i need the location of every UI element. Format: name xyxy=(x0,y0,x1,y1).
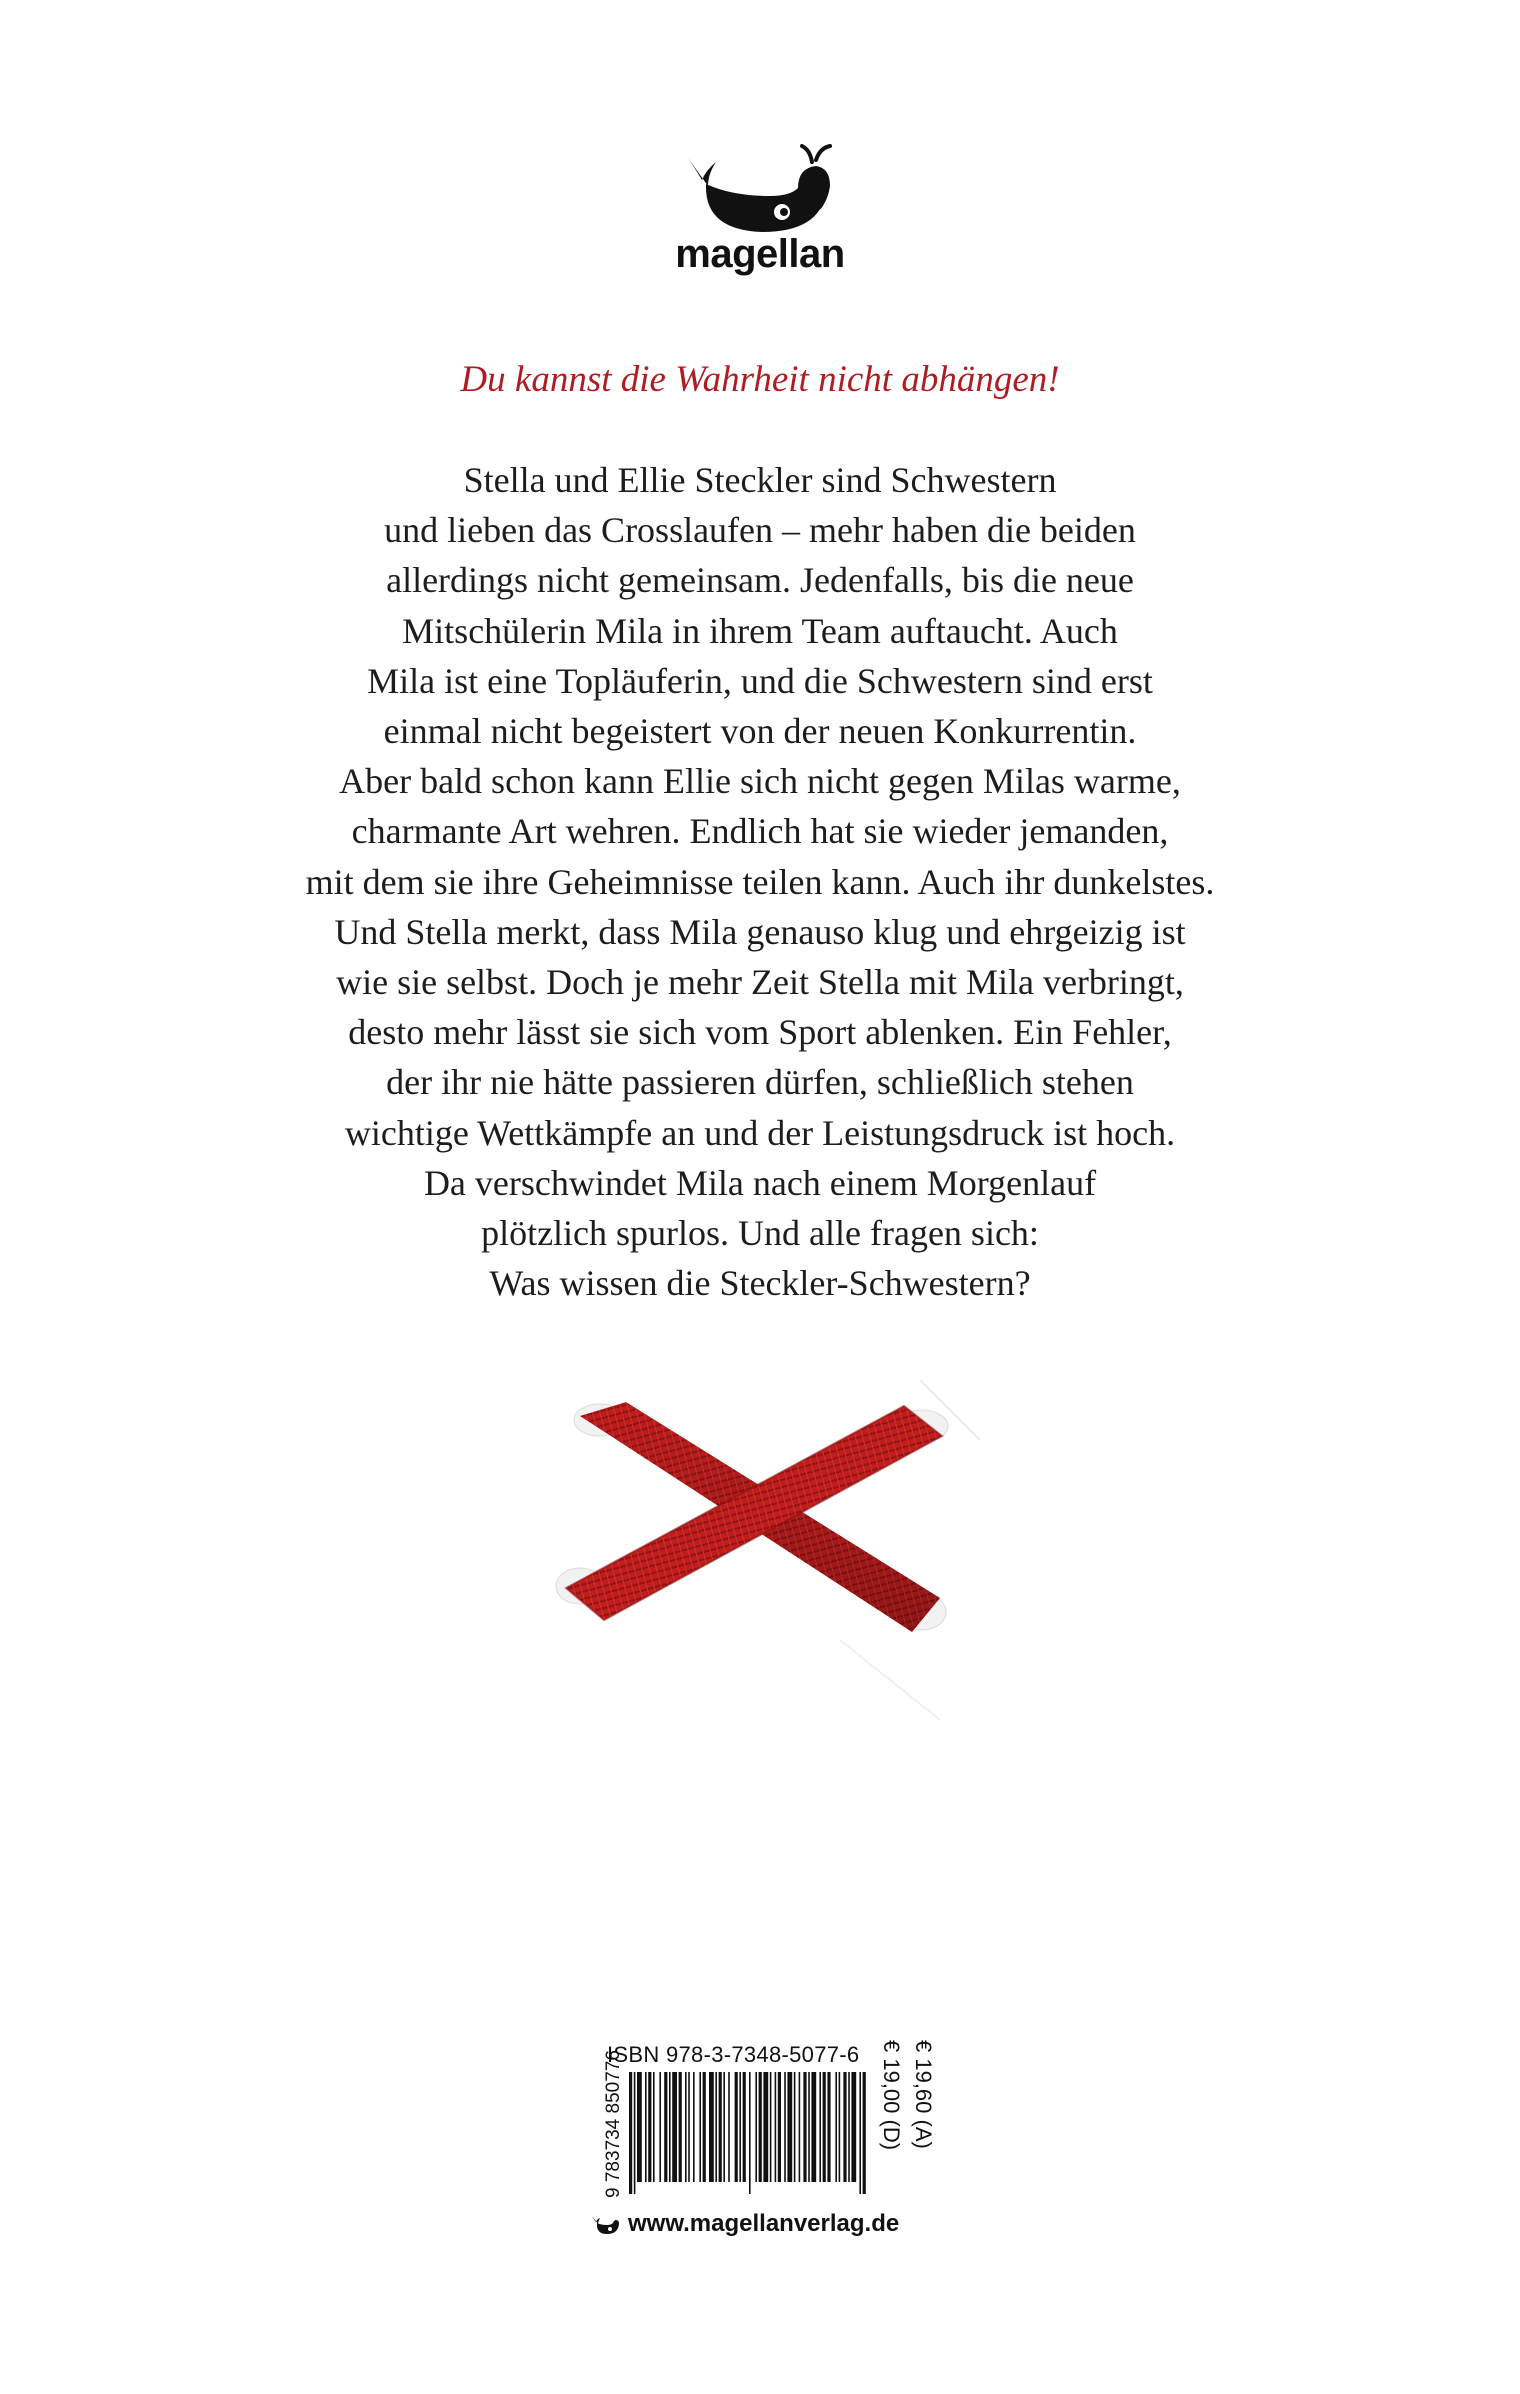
barcode-digits xyxy=(603,2050,627,2198)
blurb-line: mit dem sie ihre Geheimnisse teilen kann. Auch ihr dunkelstes. xyxy=(305,861,1215,902)
publisher-logo-text: magellan xyxy=(675,232,845,276)
blurb-line: Mila ist eine Topläuferin, und die Schwestern sind erst xyxy=(367,660,1153,701)
blurb-line: Und Stella merkt, dass Mila genauso klug und ehrgeizig ist xyxy=(334,911,1186,952)
blurb-line: charmante Art wehren. Endlich hat sie wieder jemanden, xyxy=(351,811,1169,852)
blurb-line: wie sie selbst. Doch je mehr Zeit Stella mit Mila verbringt, xyxy=(336,962,1184,1003)
blurb-line: Stella und Ellie Steckler sind Schwestern xyxy=(463,460,1057,500)
blurb-text xyxy=(100,455,1420,1308)
blurb-line: Was wissen die Steckler-Schwestern? xyxy=(489,1263,1031,1304)
blurb-line: Aber bald schon kann Ellie sich nicht gegen Milas warme, xyxy=(339,761,1181,802)
blurb-line: allerdings nicht gemeinsam. Jedenfalls, bis die neue xyxy=(386,560,1134,601)
blurb-line: plötzlich spurlos. Und alle fragen sich: xyxy=(481,1213,1039,1254)
isbn-label: ISBN 978-3-7348-5077-6 xyxy=(607,2042,860,2067)
blurb-line: einmal nicht begeistert von der neuen Konkurrentin. xyxy=(383,711,1137,752)
tagline: Du kannst die Wahrheit nicht abhängen! xyxy=(460,359,1060,400)
whale-icon xyxy=(670,140,850,240)
barcode-number: 9 783734 850776 xyxy=(603,2050,624,2198)
footer xyxy=(590,2210,950,2240)
blurb-line: wichtige Wettkämpfe an und der Leistungsdruck ist hoch. xyxy=(344,1112,1176,1153)
price-austria xyxy=(911,2040,960,2180)
price-austria-text: € 19,60 (A) xyxy=(911,2040,936,2149)
blurb-line: Da verschwindet Mila nach einem Morgenlauf xyxy=(423,1162,1097,1203)
blurb-line: desto mehr lässt sie sich vom Sport ablenken. Ein Fehler, xyxy=(348,1012,1172,1053)
publisher-logo xyxy=(640,140,880,290)
blurb-line: der ihr nie hätte passieren dürfen, schließlich stehen xyxy=(386,1062,1134,1103)
blurb-line: und lieben das Crosslaufen – mehr haben die beiden xyxy=(384,510,1136,551)
barcode xyxy=(607,2072,869,2194)
whale-icon xyxy=(590,2212,622,2236)
price-germany-text: € 19,00 (D) xyxy=(879,2040,904,2151)
shoelace-cross-illustration xyxy=(540,1380,980,1740)
website-link[interactable]: www.magellanverlag.de xyxy=(628,2210,900,2237)
blurb-line: Mitschülerin Mila in ihrem Team auftaucht. Auch xyxy=(402,610,1118,651)
